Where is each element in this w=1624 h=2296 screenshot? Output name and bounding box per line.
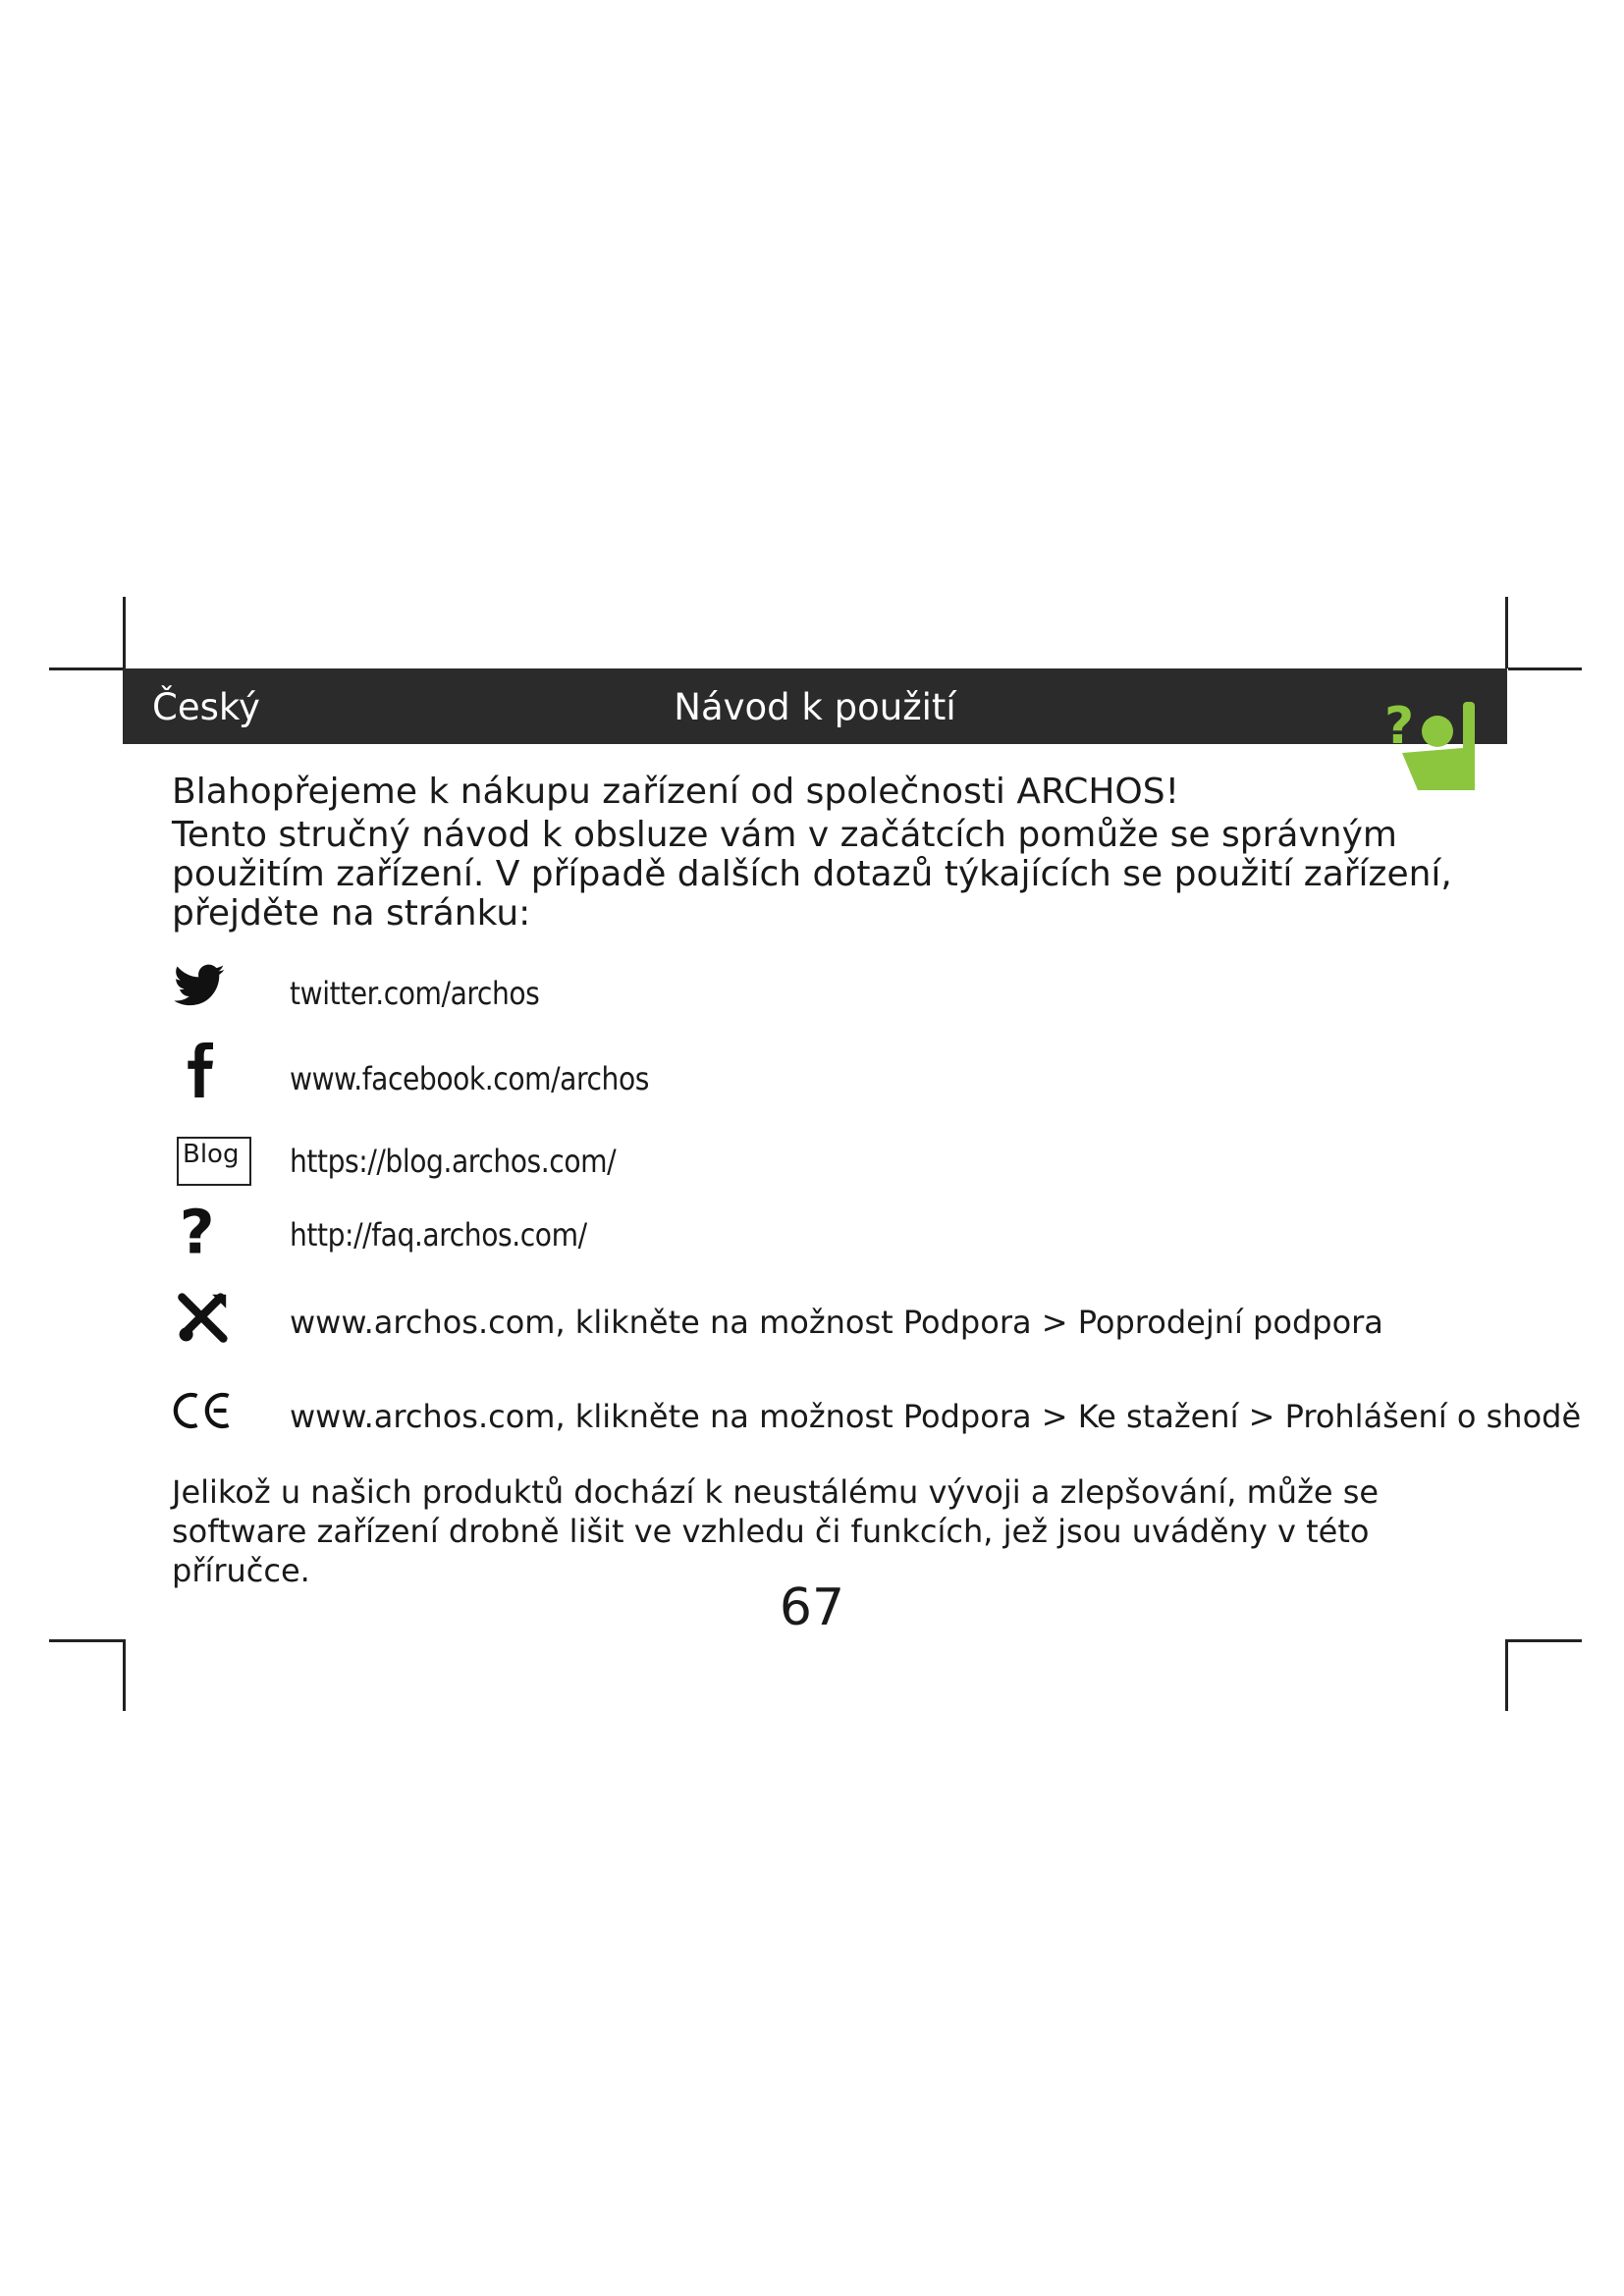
blog-icon: Blog <box>177 1137 251 1186</box>
crop-mark-top-right-horizontal <box>1508 667 1582 670</box>
intro-line-1: Blahopřejeme k nákupu zařízení od společnosti ARCHOS! <box>172 772 1180 812</box>
tools-icon <box>174 1292 229 1347</box>
link-declaration[interactable]: www.archos.com, klikněte na možnost Podpora > Ke stažení > Prohlášení o shodě <box>290 1398 1582 1435</box>
facebook-icon <box>172 1041 227 1099</box>
crop-mark-bottom-right-horizontal <box>1505 1639 1582 1642</box>
list-item-blog <box>172 1137 1488 1205</box>
footer-note: Jelikož u našich produktů dochází k neustálému vývoji a zlepšování, může se software zařízení drobně lišit ve vzhledu či funkcích, jež jsou uváděny v této příručce. <box>172 1473 1380 1589</box>
intro-line-2: Tento stručný návod k obsluze vám v začátcích pomůže se správným použitím zařízení. V případě dalších dotazů týkajících se použití zařízení, přejděte na stránku: <box>172 815 1452 934</box>
page-number: 67 <box>779 1578 845 1637</box>
twitter-icon <box>172 959 227 1014</box>
link-faq[interactable]: http://faq.archos.com/ <box>290 1216 587 1254</box>
svg-text:?: ? <box>1384 697 1415 756</box>
link-facebook[interactable]: www.facebook.com/archos <box>290 1060 649 1097</box>
ce-mark-icon <box>172 1386 235 1435</box>
list-item-twitter <box>172 955 1488 1024</box>
header-bar <box>123 668 1507 744</box>
header-title: Návod k použití <box>674 686 956 728</box>
crop-mark-top-left-vertical <box>123 597 126 668</box>
intro-text <box>172 773 1488 934</box>
link-blog[interactable]: https://blog.archos.com/ <box>290 1143 617 1180</box>
link-twitter[interactable]: twitter.com/archos <box>290 975 540 1012</box>
list-item-support <box>172 1288 1488 1357</box>
crop-mark-bottom-right-vertical <box>1505 1639 1508 1711</box>
crop-mark-bottom-left-vertical <box>123 1639 126 1711</box>
list-item-facebook <box>172 1039 1488 1107</box>
crop-mark-top-right-vertical <box>1505 597 1508 668</box>
list-item-declaration <box>172 1382 1582 1451</box>
crop-mark-bottom-left-horizontal <box>49 1639 126 1642</box>
header-language: Český <box>152 686 260 728</box>
link-support[interactable]: www.archos.com, klikněte na možnost Podpora > Poprodejní podpora <box>290 1304 1383 1341</box>
crop-mark-top-left-horizontal <box>49 667 123 670</box>
list-item-faq <box>172 1201 1488 1269</box>
svg-text:?: ? <box>179 1201 215 1263</box>
question-icon <box>177 1201 220 1263</box>
